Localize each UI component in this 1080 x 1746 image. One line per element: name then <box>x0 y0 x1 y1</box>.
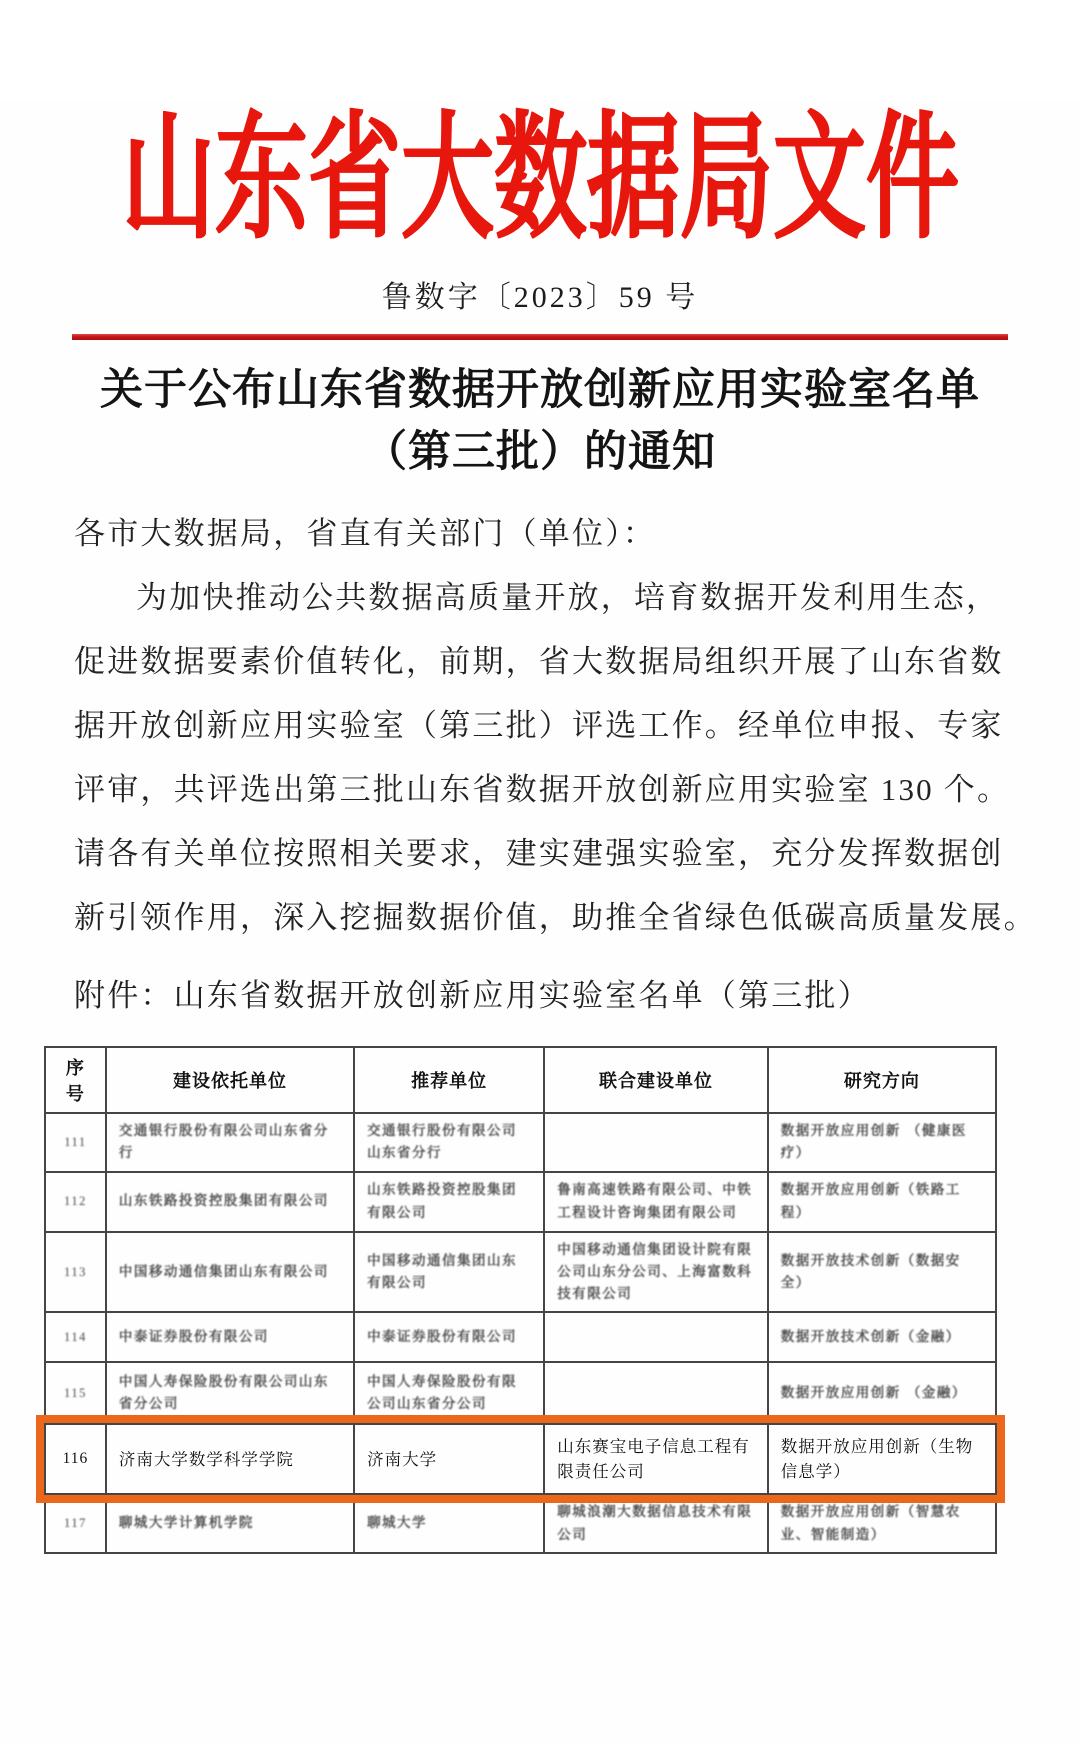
table-row <box>45 1494 996 1553</box>
table-row <box>45 1362 996 1424</box>
body-line: 评审，共评选出第三批山东省数据开放创新应用实验室 130 个。 <box>74 772 1011 807</box>
notice-title <box>0 360 1080 484</box>
cell-partners <box>544 1362 767 1424</box>
header-cell-recommender: 推荐单位 <box>354 1047 544 1113</box>
body-line: 新引领作用，深入挖掘数据价值，助推全省绿色低碳高质量发展。 <box>74 900 1037 935</box>
cell-direction: 数据开放技术创新（数据安全） <box>768 1232 996 1313</box>
cell-org: 山东铁路投资控股集团有限公司 <box>106 1172 354 1232</box>
cell-partners: 中国移动通信集团设计院有限公司山东分公司、上海富数科技有限公司 <box>544 1232 767 1313</box>
cell-direction: 数据开放应用创新（智慧农业、智能制造） <box>768 1494 996 1553</box>
cell-no: 115 <box>45 1362 106 1424</box>
table-row <box>45 1312 996 1362</box>
header-cell-org: 建设依托单位 <box>106 1047 354 1113</box>
body-line: 为加快推动公共数据高质量开放，培育数据开发利用生态， <box>136 580 1000 615</box>
cell-direction: 数据开放技术创新（金融） <box>768 1312 996 1362</box>
cell-partners <box>544 1312 767 1362</box>
notice-title-line2: （第三批）的通知 <box>364 429 716 476</box>
cell-recommender: 中国人寿保险股份有限公司山东省分公司 <box>354 1362 544 1424</box>
cell-recommender: 中国移动通信集团山东有限公司 <box>354 1232 544 1313</box>
salutation: 各市大数据局，省直有关部门（单位）： <box>74 516 657 551</box>
cell-direction: 数据开放应用创新 （金融） <box>768 1362 996 1424</box>
document-page <box>0 100 1080 1746</box>
cell-direction: 数据开放应用创新 （健康医疗） <box>768 1113 996 1172</box>
cell-partners: 聊城浪潮大数据信息技术有限公司 <box>544 1494 767 1553</box>
header-cell-no: 序号 <box>45 1047 106 1113</box>
cell-no: 116 <box>45 1424 106 1494</box>
cell-direction: 数据开放应用创新（铁路工程） <box>768 1172 996 1232</box>
table-row <box>45 1232 996 1313</box>
cell-recommender: 济南大学 <box>354 1424 544 1494</box>
cell-direction: 数据开放应用创新（生物信息学） <box>768 1424 996 1494</box>
cell-org: 交通银行股份有限公司山东省分行 <box>106 1113 354 1172</box>
cell-no: 111 <box>45 1113 106 1172</box>
cell-no: 117 <box>45 1494 106 1553</box>
table-row <box>45 1113 996 1172</box>
letterhead-title: 山东省大数据局文件 <box>121 104 959 257</box>
table-row <box>45 1172 996 1232</box>
cell-org: 中国移动通信集团山东有限公司 <box>106 1232 354 1313</box>
notice-title-line1: 关于公布山东省数据开放创新应用实验室名单 <box>100 367 980 414</box>
header-cell-partners: 联合建设单位 <box>544 1047 767 1113</box>
document-number: 鲁数字〔2023〕59 号 <box>381 281 699 314</box>
header-cell-direction: 研究方向 <box>768 1047 996 1113</box>
attachment-line: 附件：山东省数据开放创新应用实验室名单（第三批） <box>74 978 871 1013</box>
cell-recommender: 交通银行股份有限公司山东省分行 <box>354 1113 544 1172</box>
table-row-highlighted <box>45 1424 996 1494</box>
notice-body <box>0 502 1080 1028</box>
lab-list-table-wrap <box>44 1046 1036 1554</box>
cell-org: 中泰证券股份有限公司 <box>106 1312 354 1362</box>
cell-recommender: 山东铁路投资控股集团有限公司 <box>354 1172 544 1232</box>
table-header-row <box>45 1047 996 1113</box>
red-divider-rule <box>72 334 1008 340</box>
cell-no: 112 <box>45 1172 106 1232</box>
cell-org: 聊城大学计算机学院 <box>106 1494 354 1553</box>
cell-no: 113 <box>45 1232 106 1313</box>
cell-recommender: 聊城大学 <box>354 1494 544 1553</box>
cell-partners: 鲁南高速铁路有限公司、中铁工程设计咨询集团有限公司 <box>544 1172 767 1232</box>
cell-no: 114 <box>45 1312 106 1362</box>
cell-org: 济南大学数学科学学院 <box>106 1424 354 1494</box>
body-line: 据开放创新应用实验室（第三批）评选工作。经单位申报、专家 <box>74 708 1004 743</box>
cell-partners <box>544 1113 767 1172</box>
body-line: 请各有关单位按照相关要求，建实建强实验室，充分发挥数据创 <box>74 836 1004 871</box>
lab-list-table <box>44 1046 997 1554</box>
cell-partners: 山东赛宝电子信息工程有限责任公司 <box>544 1424 767 1494</box>
body-line: 促进数据要素价值转化，前期，省大数据局组织开展了山东省数 <box>74 644 1004 679</box>
cell-recommender: 中泰证券股份有限公司 <box>354 1312 544 1362</box>
cell-org: 中国人寿保险股份有限公司山东省分公司 <box>106 1362 354 1424</box>
